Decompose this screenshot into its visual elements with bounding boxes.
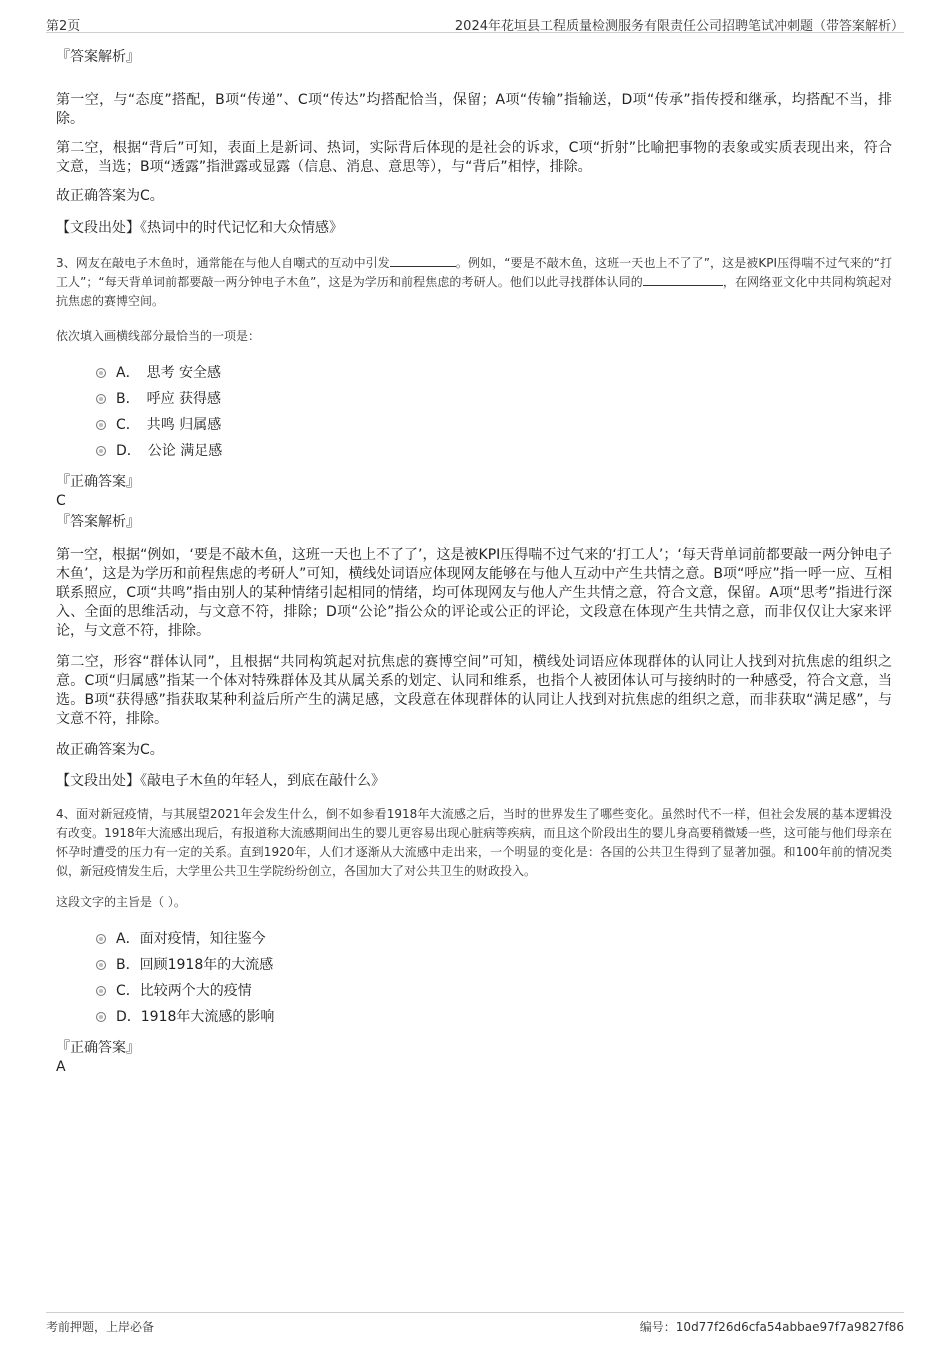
page-footer xyxy=(46,1312,904,1337)
q4-answer-label: 『正确答案』 xyxy=(56,1040,140,1056)
page-number: 第2页 xyxy=(46,19,81,34)
q3-analysis-paragraph-2: 第二空，形容“群体认同”，且根据“共同构筑起对抗焦虑的赛博空间”可知，横线处词语应体现群体的认同让人找到对抗焦虑的组织之意。C项“归属感”指某一个体对特殊群体及其从属关系的划定、认同和维系，也指个人被团体认可与接纳时的一种感受，符合文意，当选。B项“获得感”指获取某种利益后所产生的满足感，文段意在体现群体的认同让人找到对抗焦虑的组织之意，而非获取“满足感”，与文意不符，排除。 xyxy=(56,654,892,727)
radio-icon[interactable] xyxy=(96,394,106,404)
radio-icon[interactable] xyxy=(96,420,106,430)
document-title: 2024年花垣县工程质量检测服务有限责任公司招聘笔试冲刺题（带答案解析） xyxy=(454,19,904,34)
q3-option-c[interactable]: C． 共鸣 归属感 xyxy=(96,412,892,438)
document-serial: 编号：10d77f26d6cfa54abbae97f7a9827f86 xyxy=(639,1320,904,1334)
q3-option-a[interactable]: A． 思考 安全感 xyxy=(96,360,892,386)
q3-option-d[interactable]: D． 公论 满足感 xyxy=(96,438,892,464)
radio-icon[interactable] xyxy=(96,368,106,378)
q3-option-b[interactable]: B． 呼应 获得感 xyxy=(96,386,892,412)
page-header xyxy=(46,10,904,33)
q4-option-c[interactable]: C．比较两个大的疫情 xyxy=(96,978,892,1004)
page-content xyxy=(56,36,892,1076)
radio-icon[interactable] xyxy=(96,934,106,944)
q3-blank-1 xyxy=(390,254,456,267)
q3-prompt: 依次填入画横线部分最恰当的一项是： xyxy=(56,329,261,343)
q3-analysis-paragraph-1: 第一空，根据“例如，‘要是不敲木鱼，这班一天也上不了了’，这是被KPI压得喘不过气来的‘打工人’；‘每天背单词前都要敲一两分钟电子木鱼’，这是为学历和前程焦虑的考研人”可知，横线处词语应体现网友能够在与他人互动中产生共情之意。B项“呼应”指一呼一应、互相联系照应，C项“共鸣”指由别人的某种情绪引起相同的情绪，均可体现网友与他人产生共情之意，符合文意，保留。A项“思考”指进行深入、全面的思维活动，与文意不符，排除；D项“公论”指公众的评论或公正的评论，文段意在体现产生共情之意，而非仅仅让大家来评论，与文意不符，排除。 xyxy=(56,547,892,639)
q3-conclusion: 故正确答案为C。 xyxy=(56,742,164,758)
radio-icon[interactable] xyxy=(96,1012,106,1022)
q4-option-a[interactable]: A．面对疫情，知往鉴今 xyxy=(96,926,892,952)
q4-options xyxy=(96,926,892,1030)
q3-stem-part-1: 3、网友在敲电子木鱼时，通常能在与他人自嘲式的互动中引发 xyxy=(56,256,390,270)
q3-blank-2 xyxy=(643,273,723,286)
q3-answer-label: 『正确答案』 xyxy=(56,474,140,490)
q2-analysis-paragraph-2: 第二空，根据“背后”可知，表面上是新词、热词，实际背后体现的是社会的诉求，C项“折射”比喻把事物的表象或实质表现出来，符合文意，当选；B项“透露”指泄露或显露（信息、消息、意思等），与“背后”相悖，排除。 xyxy=(56,140,892,175)
q3-source: 【文段出处】《敲电子木鱼的年轻人，到底在敲什么》 xyxy=(56,773,385,789)
q3-analysis-label: 『答案解析』 xyxy=(56,514,140,530)
q3-answer: C xyxy=(56,493,66,509)
q2-analysis-label: 『答案解析』 xyxy=(56,49,140,65)
q4-prompt: 这段文字的主旨是（ ）。 xyxy=(56,895,186,909)
q3-options xyxy=(96,360,892,464)
footer-slogan: 考前押题，上岸必备 xyxy=(46,1320,155,1334)
q4-answer: A xyxy=(56,1059,66,1075)
q4-option-d[interactable]: D．1918年大流感的影响 xyxy=(96,1004,892,1030)
q3-stem-part-2: 。例如，“要是不敲木鱼，这班一天也上不了了”，这是被KPI压得喘不过气来的“打工人”；“每天背单词前都要敲一两分钟电子木鱼”，这是为学历和前程焦虑的考研人。他们以此寻找群体认同的 xyxy=(56,256,892,289)
q2-source: 【文段出处】《热词中的时代记忆和大众情感》 xyxy=(56,220,343,236)
q2-conclusion: 故正确答案为C。 xyxy=(56,188,164,204)
q3-stem-part-3: ，在网络亚文化中共同构筑起对抗焦虑的赛博空间。 xyxy=(56,275,892,308)
q2-analysis-paragraph-1: 第一空，与“态度”搭配，B项“传递”、C项“传达”均搭配恰当，保留；A项“传输”指输送，D项“传承”指传授和继承，均搭配不当，排除。 xyxy=(56,92,892,127)
radio-icon[interactable] xyxy=(96,960,106,970)
radio-icon[interactable] xyxy=(96,446,106,456)
q4-stem: 4、面对新冠疫情，与其展望2021年会发生什么，倒不如参看1918年大流感之后，当时的世界发生了哪些变化。虽然时代不一样，但社会发展的基本逻辑没有改变。1918年大流感出现后，有报道称大流感期间出生的婴儿更容易出现心脏病等疾病，而且这个阶段出生的婴儿身高要稍微矮一些，这可能与他们母亲在怀孕时遭受的压力有一定的关系。直到1920年，人们才逐渐从大流感中走出来，一个明显的变化是：各国的公共卫生得到了显著加强。和100年前的情况类似，新冠疫情发生后，大学里公共卫生学院纷纷创立，各国加大了对公共卫生的财政投入。 xyxy=(56,807,892,878)
q4-option-b[interactable]: B．回顾1918年的大流感 xyxy=(96,952,892,978)
radio-icon[interactable] xyxy=(96,986,106,996)
q3-stem xyxy=(56,254,892,311)
